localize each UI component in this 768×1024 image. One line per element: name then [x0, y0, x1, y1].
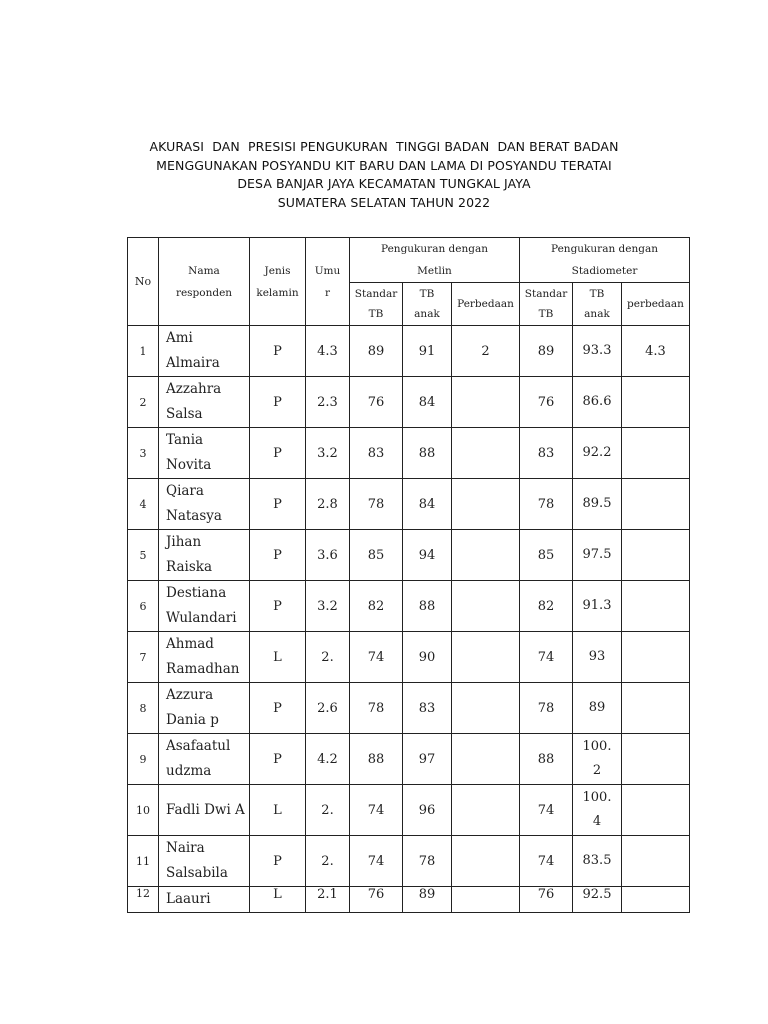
cell-stadio-tb: 100. 2 [573, 734, 622, 785]
table-row [128, 836, 690, 887]
cell-no: 10 [128, 785, 159, 836]
cell-no: 6 [128, 581, 159, 632]
cell-name: Qiara Natasya [159, 479, 250, 530]
title-line-1: AKURASI DAN PRESISI PENGUKURAN TINGGI BADAN DAN BERAT BADAN [149, 139, 619, 154]
cell-no: 1 [128, 326, 159, 377]
cell-metlin-tb: 88 [403, 581, 452, 632]
cell-metlin-standar: 74 [350, 785, 403, 836]
cell-name: Laauri [159, 887, 250, 913]
cell-metlin-tb: 96 [403, 785, 452, 836]
measurement-table [127, 237, 690, 913]
cell-stadio-tb: 91.3 [573, 581, 622, 632]
cell-stadio-perbedaan [622, 785, 690, 836]
cell-name: Ahmad Ramadhan [159, 632, 250, 683]
cell-metlin-standar: 82 [350, 581, 403, 632]
cell-jenis-kelamin: L [250, 632, 306, 683]
cell-stadio-standar: 78 [520, 479, 573, 530]
cell-stadio-perbedaan [622, 530, 690, 581]
cell-stadio-tb: 93.3 [573, 326, 622, 377]
table-row [128, 428, 690, 479]
cell-no: 4 [128, 479, 159, 530]
cell-no: 12 [128, 887, 159, 913]
cell-metlin-perbedaan [452, 734, 520, 785]
cell-jenis-kelamin: P [250, 581, 306, 632]
cell-metlin-tb: 88 [403, 428, 452, 479]
cell-stadio-standar: 78 [520, 683, 573, 734]
cell-jenis-kelamin: P [250, 326, 306, 377]
table-row [128, 479, 690, 530]
cell-name: Jihan Raiska [159, 530, 250, 581]
cell-name: Asafaatul udzma [159, 734, 250, 785]
table-row [128, 530, 690, 581]
cell-stadio-standar: 89 [520, 326, 573, 377]
cell-metlin-perbedaan [452, 785, 520, 836]
cell-umur: 2.6 [306, 683, 350, 734]
cell-metlin-perbedaan [452, 836, 520, 887]
cell-stadio-standar: 88 [520, 734, 573, 785]
cell-umur: 2.8 [306, 479, 350, 530]
cell-stadio-tb: 83.5 [573, 836, 622, 887]
cell-jenis-kelamin: P [250, 530, 306, 581]
table-row [128, 632, 690, 683]
cell-jenis-kelamin: P [250, 479, 306, 530]
cell-stadio-perbedaan [622, 377, 690, 428]
header-metlin-standar-tb: Standar TB [350, 283, 403, 326]
cell-metlin-standar: 88 [350, 734, 403, 785]
cell-umur: 2.3 [306, 377, 350, 428]
cell-stadio-perbedaan [622, 836, 690, 887]
header-jenis-kelamin: Jenis kelamin [250, 238, 306, 326]
cell-no: 9 [128, 734, 159, 785]
cell-umur: 4.2 [306, 734, 350, 785]
cell-metlin-perbedaan [452, 428, 520, 479]
cell-jenis-kelamin: P [250, 734, 306, 785]
cell-stadio-standar: 85 [520, 530, 573, 581]
cell-name: Fadli Dwi A [159, 785, 250, 836]
header-no: No [128, 238, 159, 326]
cell-umur: 2.1 [306, 887, 350, 913]
cell-stadio-tb: 92.5 [573, 887, 622, 913]
cell-no: 3 [128, 428, 159, 479]
cell-jenis-kelamin: L [250, 785, 306, 836]
cell-metlin-standar: 78 [350, 479, 403, 530]
header-umur: Umu r [306, 238, 350, 326]
cell-jenis-kelamin: P [250, 377, 306, 428]
header-group-stadiometer: Pengukuran dengan Stadiometer [520, 238, 690, 283]
header-nama-responden: Nama responden [159, 238, 250, 326]
cell-name: Azzura Dania p [159, 683, 250, 734]
title-line-4: SUMATERA SELATAN TAHUN 2022 [277, 194, 491, 210]
cell-name: Tania Novita [159, 428, 250, 479]
cell-jenis-kelamin: P [250, 836, 306, 887]
cell-metlin-standar: 89 [350, 326, 403, 377]
cell-stadio-perbedaan [622, 683, 690, 734]
cell-stadio-standar: 74 [520, 785, 573, 836]
cell-metlin-perbedaan [452, 479, 520, 530]
cell-metlin-perbedaan [452, 581, 520, 632]
cell-stadio-perbedaan [622, 734, 690, 785]
cell-metlin-standar: 76 [350, 377, 403, 428]
cell-jenis-kelamin: L [250, 887, 306, 913]
cell-stadio-perbedaan: 4.3 [622, 326, 690, 377]
cell-metlin-standar: 76 [350, 887, 403, 913]
cell-umur: 3.2 [306, 428, 350, 479]
cell-name: Azzahra Salsa [159, 377, 250, 428]
table-row [128, 326, 690, 377]
header-stadio-perbedaan: perbedaan [622, 283, 690, 326]
cell-metlin-tb: 89 [403, 887, 452, 913]
cell-stadio-perbedaan [622, 479, 690, 530]
document-title [0, 138, 768, 212]
cell-metlin-standar: 74 [350, 836, 403, 887]
cell-metlin-perbedaan [452, 632, 520, 683]
cell-no: 11 [128, 836, 159, 887]
title-line-3: DESA BANJAR JAYA KECAMATAN TUNGKAL JAYA [237, 176, 531, 191]
cell-stadio-standar: 74 [520, 836, 573, 887]
cell-umur: 3.6 [306, 530, 350, 581]
cell-stadio-standar: 83 [520, 428, 573, 479]
cell-umur: 2. [306, 785, 350, 836]
table-row [128, 734, 690, 785]
cell-metlin-standar: 78 [350, 683, 403, 734]
cell-metlin-perbedaan [452, 887, 520, 913]
cell-metlin-perbedaan [452, 377, 520, 428]
cell-metlin-standar: 74 [350, 632, 403, 683]
cell-stadio-perbedaan [622, 581, 690, 632]
cell-stadio-tb: 86.6 [573, 377, 622, 428]
cell-metlin-perbedaan: 2 [452, 326, 520, 377]
cell-stadio-tb: 89 [573, 683, 622, 734]
cell-name: Naira Salsabila [159, 836, 250, 887]
table-row [128, 377, 690, 428]
cell-name: Ami Almaira [159, 326, 250, 377]
cell-no: 8 [128, 683, 159, 734]
cell-metlin-tb: 94 [403, 530, 452, 581]
cell-stadio-standar: 74 [520, 632, 573, 683]
title-line-2: MENGGUNAKAN POSYANDU KIT BARU DAN LAMA DI POSYANDU TERATAI [156, 157, 612, 173]
cell-metlin-perbedaan [452, 683, 520, 734]
cell-metlin-tb: 90 [403, 632, 452, 683]
table-row [128, 887, 690, 913]
cell-jenis-kelamin: P [250, 428, 306, 479]
cell-metlin-tb: 78 [403, 836, 452, 887]
cell-stadio-tb: 93 [573, 632, 622, 683]
cell-metlin-tb: 97 [403, 734, 452, 785]
cell-no: 2 [128, 377, 159, 428]
cell-metlin-tb: 83 [403, 683, 452, 734]
header-group-metlin: Pengukuran dengan Metlin [350, 238, 520, 283]
cell-umur: 2. [306, 632, 350, 683]
header-stadio-standar-tb: Standar TB [520, 283, 573, 326]
cell-stadio-tb: 100. 4 [573, 785, 622, 836]
cell-metlin-tb: 84 [403, 377, 452, 428]
cell-stadio-standar: 76 [520, 377, 573, 428]
cell-stadio-tb: 89.5 [573, 479, 622, 530]
cell-stadio-perbedaan [622, 887, 690, 913]
table-row [128, 785, 690, 836]
cell-umur: 2. [306, 836, 350, 887]
cell-umur: 3.2 [306, 581, 350, 632]
cell-umur: 4.3 [306, 326, 350, 377]
cell-name: Destiana Wulandari [159, 581, 250, 632]
cell-metlin-standar: 83 [350, 428, 403, 479]
table-row [128, 683, 690, 734]
cell-jenis-kelamin: P [250, 683, 306, 734]
header-stadio-tb-anak: TB anak [573, 283, 622, 326]
cell-no: 7 [128, 632, 159, 683]
cell-stadio-standar: 82 [520, 581, 573, 632]
cell-metlin-tb: 84 [403, 479, 452, 530]
header-metlin-perbedaan: Perbedaan [452, 283, 520, 326]
cell-metlin-standar: 85 [350, 530, 403, 581]
cell-stadio-perbedaan [622, 632, 690, 683]
cell-stadio-tb: 92.2 [573, 428, 622, 479]
cell-metlin-perbedaan [452, 530, 520, 581]
table-row [128, 581, 690, 632]
cell-no: 5 [128, 530, 159, 581]
cell-metlin-tb: 91 [403, 326, 452, 377]
header-metlin-tb-anak: TB anak [403, 283, 452, 326]
cell-stadio-perbedaan [622, 428, 690, 479]
cell-stadio-tb: 97.5 [573, 530, 622, 581]
cell-stadio-standar: 76 [520, 887, 573, 913]
